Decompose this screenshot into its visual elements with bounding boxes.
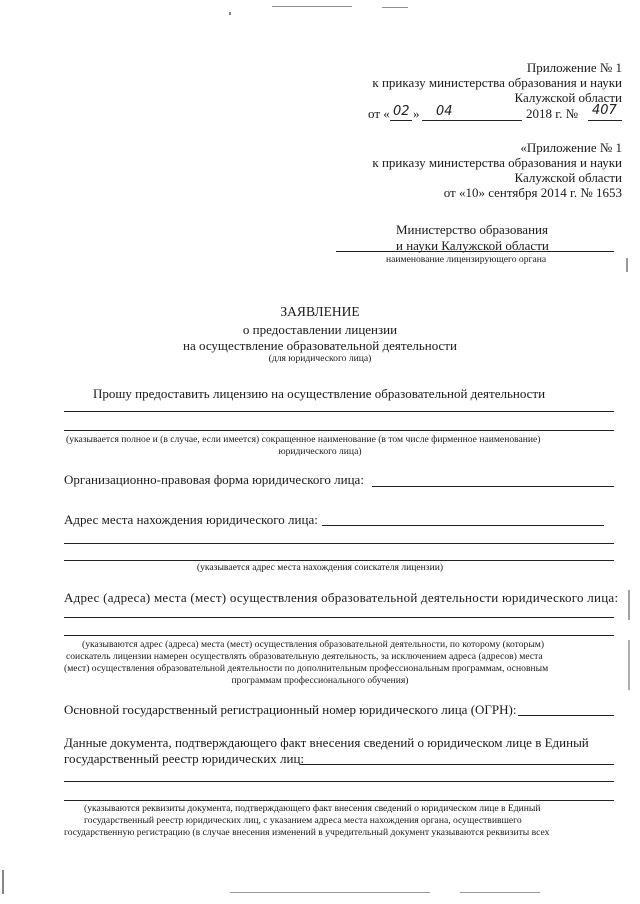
header2-appendix: «Приложение № 1 bbox=[520, 140, 622, 155]
doc-note-1: (указываются реквизиты документа, подтверждающего факт внесения сведений о юридическом лице в Единый bbox=[84, 803, 541, 814]
name-line-1 bbox=[64, 411, 614, 412]
scan-edge-mark-1 bbox=[626, 258, 628, 272]
form-subtitle-1: о предоставлении лицензии bbox=[242, 322, 398, 337]
doc-label-2: государственный реестр юридических лиц: bbox=[64, 751, 305, 766]
edu-address-label: Адрес (адреса) места (мест) осуществления образовательной деятельности юридического лица: bbox=[64, 590, 619, 605]
scan-mark-top bbox=[272, 6, 352, 7]
scan-mark-bottom bbox=[230, 892, 430, 893]
doc-note-2: государственный реестр юридических лиц, с указанием адреса места нахождения органа, осуществившего bbox=[84, 815, 522, 826]
form-subtitle-2: на осуществление образовательной деятельности bbox=[183, 338, 457, 353]
edu-note-2: соискатель лицензии намерен осуществлять образовательную деятельность, за исключением адреса (адресов) места bbox=[66, 651, 543, 662]
doc-note-3: государственную регистрацию (в случае внесения изменений в учредительный документ указываются реквизиты всех bbox=[64, 827, 550, 838]
edu-note-3: (мест) осуществления образовательной деятельности по дополнительным профессиональным программам, основным bbox=[64, 663, 549, 674]
header-order-of: к приказу министерства образования и науки bbox=[372, 75, 622, 90]
date-day-underline bbox=[390, 120, 412, 121]
ogrn-label: Основной государственный регистрационный номер юридического лица (ОГРН): bbox=[64, 702, 517, 717]
name-note-1: (указывается полное и (в случае, если имеется) сокращенное наименование (в том числе фирменное наименование) bbox=[66, 434, 541, 445]
header2-region: Калужской области bbox=[514, 170, 622, 185]
header-date-prefix: от « bbox=[368, 106, 390, 121]
header-date-day: 02 bbox=[393, 104, 410, 119]
date-month-underline bbox=[422, 120, 522, 121]
name-line-2 bbox=[64, 430, 614, 431]
header-region: Калужской области bbox=[514, 90, 622, 105]
scan-edge-mark-4 bbox=[2, 870, 4, 894]
address-line-2 bbox=[64, 543, 614, 544]
form-subtitle-3: (для юридического лица) bbox=[268, 353, 372, 364]
authority-line1: Министерство образования bbox=[396, 222, 548, 237]
org-form-line bbox=[372, 486, 614, 487]
authority-caption: наименование лицензирующего органа bbox=[386, 254, 547, 265]
edu-note-4: программам профессионального обучения) bbox=[231, 675, 409, 686]
edu-address-line-1 bbox=[64, 617, 614, 618]
order-number-underline bbox=[588, 120, 622, 121]
header2-order-of: к приказу министерства образования и науки bbox=[372, 155, 622, 170]
request-text: Прошу предоставить лицензию на осуществление образовательной деятельности bbox=[93, 386, 546, 401]
address-label: Адрес места нахождения юридического лица: bbox=[64, 512, 318, 527]
header2-date-line: от «10» сентября 2014 г. № 1653 bbox=[443, 185, 622, 200]
ogrn-line bbox=[518, 715, 614, 716]
doc-label-1: Данные документа, подтверждающего факт внесения сведений о юридическом лице в Единый bbox=[64, 735, 589, 750]
scan-mark-bottom-right bbox=[460, 892, 540, 893]
doc-line-2 bbox=[64, 781, 614, 782]
form-title: ЗАЯВЛЕНИЕ bbox=[280, 304, 360, 319]
header-appendix: Приложение № 1 bbox=[526, 60, 622, 75]
scan-edge-mark-3 bbox=[628, 640, 630, 690]
header-order-number: 407 bbox=[592, 103, 617, 118]
scan-edge-mark-2 bbox=[628, 590, 630, 620]
doc-line-3 bbox=[64, 800, 614, 801]
authority-line2: и науки Калужской области bbox=[396, 238, 549, 253]
authority-underline bbox=[336, 251, 614, 252]
org-form-label: Организационно-правовая форма юридического лица: bbox=[64, 472, 364, 487]
edu-address-line-2 bbox=[64, 635, 614, 636]
header-date-year: 2018 г. № bbox=[526, 106, 579, 121]
edu-note-1: (указываются адрес (адреса) места (мест) осуществления образовательной деятельности, по которому (которым) bbox=[82, 639, 545, 650]
scan-mark-top-right bbox=[382, 7, 408, 8]
address-line-3 bbox=[64, 560, 614, 561]
address-line-1 bbox=[322, 525, 604, 526]
header-date-month: 04 bbox=[436, 104, 453, 119]
scan-dot bbox=[229, 12, 231, 15]
name-note-2: юридического лица) bbox=[278, 446, 362, 457]
address-note: (указывается адрес места нахождения соискателя лицензии) bbox=[196, 562, 444, 573]
doc-line-1 bbox=[300, 764, 614, 765]
header-date-mid: » bbox=[413, 106, 420, 121]
